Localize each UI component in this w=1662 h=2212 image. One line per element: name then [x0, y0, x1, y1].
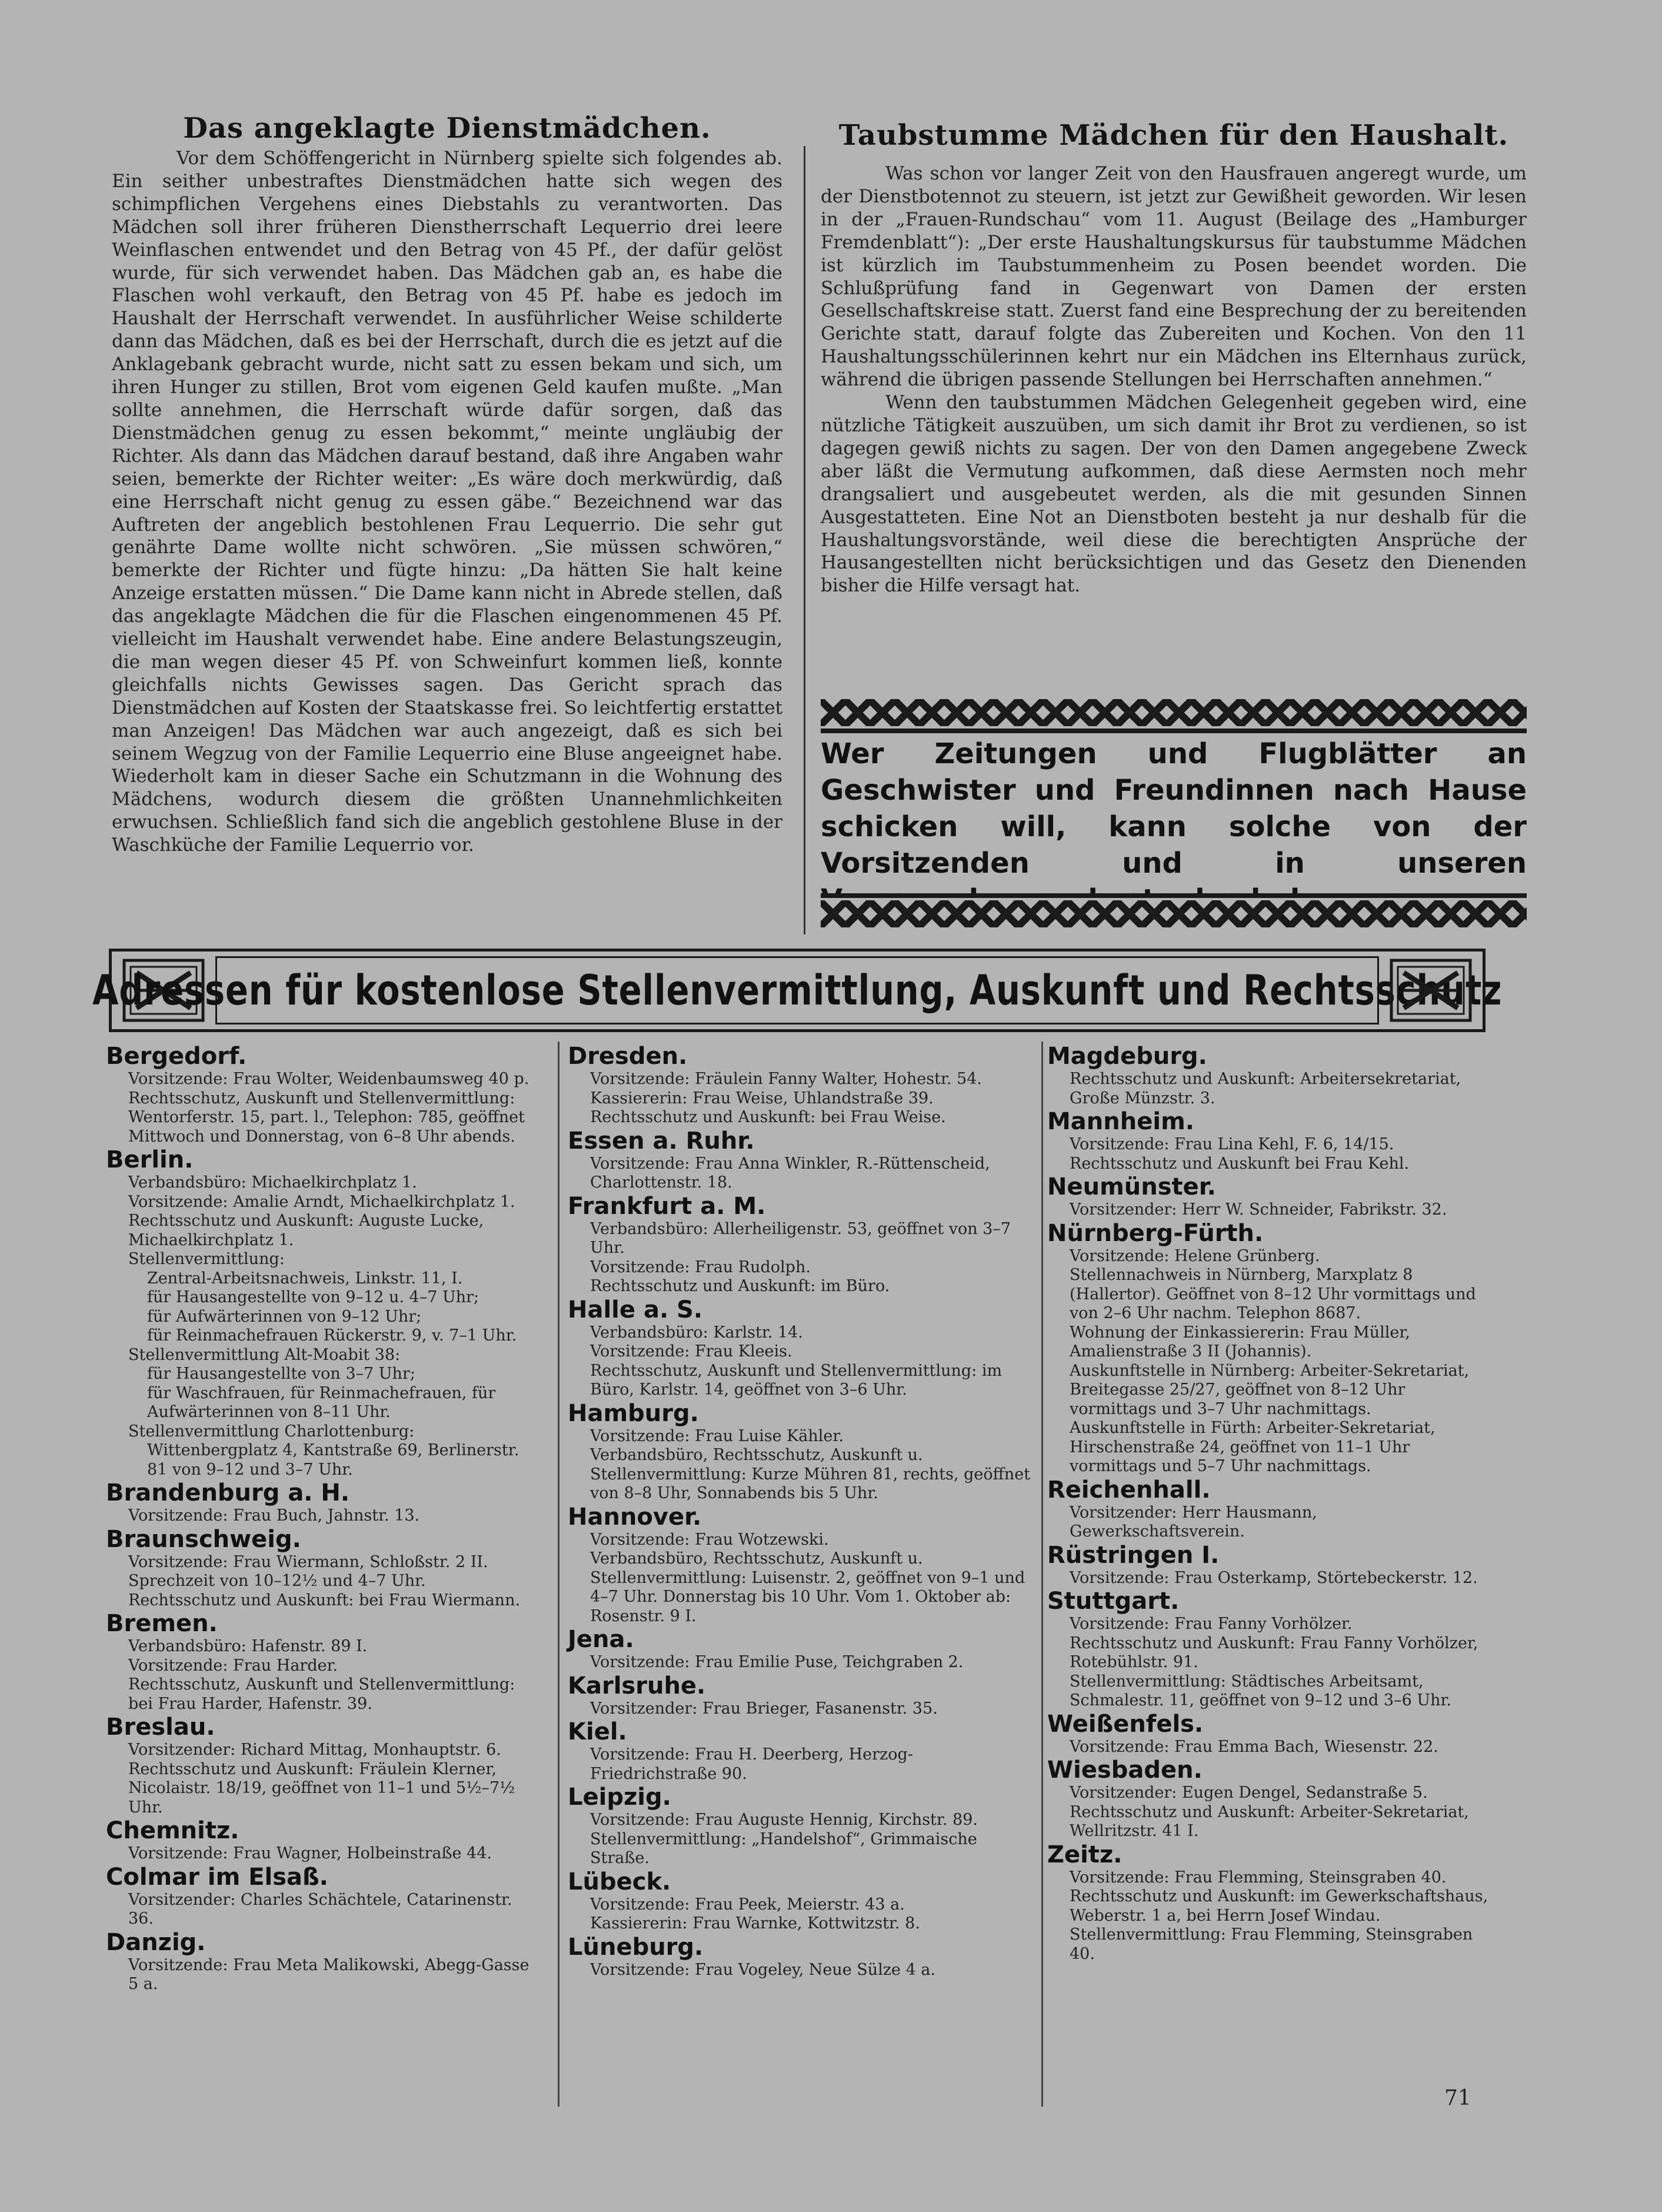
directory-entry: Vorsitzende: Frau Wolter, Weidenbaumsweg 40 p.: [128, 1070, 529, 1088]
directory-entry: Rechtsschutz und Auskunft: Auguste Lucke, Michaelkirchplatz 1.: [128, 1212, 484, 1249]
directory-column-2: [568, 1043, 1032, 1980]
directory-entry: Vorsitzende: Frau Peek, Meierstr. 43 a.: [590, 1895, 905, 1914]
banner-frame: [92, 956, 1503, 1024]
directory-entry: Vorsitzende: Frau Anna Winkler, R.-Rüttenscheid, Charlottenstr. 18.: [590, 1154, 990, 1192]
directory-entry: Rechtsschutz und Auskunft bei Frau Kehl.: [1070, 1154, 1410, 1173]
directory-banner: [92, 949, 1503, 1032]
city-heading: Mannheim.: [1047, 1108, 1194, 1135]
column-divider: [1041, 1042, 1043, 2107]
directory-entry: Verbandsbüro, Rechtsschutz, Auskunft u. Stellenvermittlung: Luisenstr. 2, geöffnet von 9–1 und 4–7 Uhr. Donnerstag bis 10 Uhr. Vom 1. Oktober ab: Rosenstr. 9 I.: [590, 1549, 1025, 1625]
banner-title: Adressen für kostenlose Stellenvermittlung, Auskunft und Rechtsschutz: [92, 966, 1503, 1014]
article-title-dienstmaedchen: Das angeklagte Dienstmädchen.: [183, 112, 711, 145]
directory-entry: Stellennachweis in Nürnberg, Marxplatz 8 (Hallertor). Geöffnet von 8–12 Uhr vormittags und von 2–6 Uhr nachm. Telephon 8687.: [1070, 1266, 1476, 1322]
directory-entry: Vorsitzende: Frau Wagner, Holbeinstraße 44.: [128, 1844, 492, 1862]
directory-entry: Verbandsbüro: Hafenstr. 89 I.: [128, 1637, 368, 1655]
directory-entry: Vorsitzende: Frau Fanny Vorhölzer.: [1070, 1615, 1353, 1633]
directory-entry: Vorsitzende: Frau Vogeley, Neue Sülze 4 a.: [590, 1960, 936, 1979]
city-heading: Zeitz.: [1047, 1841, 1123, 1868]
directory-entry: Vorsitzender: Frau Brieger, Fasanenstr. 35.: [590, 1699, 938, 1718]
article-paragraph: Was schon vor langer Zeit von den Hausfrauen angeregt wurde, um der Dienstbotennot zu steuern, ist jetzt zur Gewißheit geworden. Wir lesen in der „Frauen-Rundschau“ vom 11. August (Beilage des „Hamburger Fremdenblatt“): „Der erste Haushaltungskursus für taubstumme Mädchen ist kürzlich im Taubstummenheim zu Posen beendet worden. Die Schlußprüfung fand in Gegenwart von Damen der ersten Gesellschaftskreise statt. Zuerst fand eine Besprechung der zu bereitenden Gerichte statt, darauf folgte das Zubereiten und Kochen. Von den 11 Haushaltungsschülerinnen kehrt nur ein Mädchen ins Elternhaus zurück, während die übrigen passende Stellungen bei Herrschaften annehmen.“: [821, 163, 1527, 391]
directory-entry: Wohnung der Einkassiererin: Frau Müller, Amalienstraße 3 II (Johannis).: [1070, 1323, 1410, 1361]
ornament-band-bottom: [821, 893, 1527, 927]
directory-entry: Vorsitzende: Frau Meta Malikowski, Abegg-Gasse 5 a.: [128, 1955, 529, 1993]
directory-entry: Vorsitzende: Frau Emma Bach, Wiesenstr. 22.: [1070, 1737, 1438, 1756]
directory-entry: Rechtsschutz, Auskunft und Stellenvermittlung: im Büro, Karlstr. 14, geöffnet von 3–6 Uhr.: [590, 1361, 1002, 1399]
directory-entry: Vorsitzende: Frau Buch, Jahnstr. 13.: [128, 1506, 420, 1525]
directory-entry: Verbandsbüro: Michaelkirchplatz 1.: [128, 1173, 417, 1192]
directory-entry: für Aufwärterinnen von 9–12 Uhr;: [147, 1307, 422, 1326]
city-heading: Brandenburg a. H.: [106, 1479, 350, 1506]
directory-entry: Vorsitzende: Frau Luise Kähler.: [590, 1426, 844, 1445]
article-paragraph: Wenn den taubstummen Mädchen Gelegenheit gegeben wird, eine nützliche Tätigkeit auszuüben, um sich damit ihr Brot zu verdienen, so ist dagegen gewiß nichts zu sagen. Der von den Damen angegebene Zweck aber läßt die Vermutung aufkommen, daß diese Aermsten noch mehr drangsaliert und ausgebeutet werden, als die mit gesunden Sinnen Ausgestatteten. Eine Not an Dienstboten besteht ja nur deshalb für die Haushaltungsvorstände, weil diese die berechtigten Ansprüche der Hausangestellten nicht berücksichtigen und das Gesetz den Dienenden bisher die Hilfe versagt hat.: [821, 392, 1527, 597]
directory-entry: Stellenvermittlung: Städtisches Arbeitsamt, Schmalestr. 11, geöffnet von 9–12 und 3–6 Uhr.: [1070, 1672, 1452, 1709]
directory-entry: Vorsitzender: Charles Schächtele, Catarinenstr. 36.: [128, 1890, 512, 1928]
city-heading: Jena.: [568, 1626, 634, 1653]
directory-entry: Vorsitzender: Richard Mittag, Monhauptstr. 6.: [128, 1741, 501, 1759]
directory-entry: Vorsitzende: Frau Auguste Hennig, Kirchstr. 89.: [590, 1811, 978, 1829]
directory-entry: Rechtsschutz und Auskunft: Arbeitersekretariat, Große Münzstr. 3.: [1070, 1070, 1461, 1107]
city-heading: Magdeburg.: [1047, 1043, 1207, 1070]
city-heading: Karlsruhe.: [568, 1672, 706, 1699]
directory-entry: Vorsitzende: Frau Harder.: [128, 1656, 338, 1675]
directory-entry: Vorsitzende: Frau Lina Kehl, F. 6, 14/15.: [1070, 1135, 1394, 1153]
directory-entry: Rechtsschutz und Auskunft: im Büro.: [590, 1277, 890, 1295]
city-heading: Frankfurt a. M.: [568, 1192, 766, 1220]
directory-entry: Stellenvermittlung:: [128, 1250, 285, 1268]
directory-entry: Rechtsschutz, Auskunft und Stellenvermittlung: Wentorferstr. 15, part. l., Telephon: 785, geöffnet Mittwoch und Donnerstag, von 6–8 Uhr abends.: [128, 1089, 525, 1146]
directory-entry: Auskunftstelle in Nürnberg: Arbeiter-Sekretariat, Breitegasse 25/27, geöffnet von 8–12 Uhr vormittags und 3–7 Uhr nachmittags.: [1070, 1361, 1470, 1418]
city-heading: Bergedorf.: [106, 1043, 247, 1070]
directory-entry: Rechtsschutz und Auskunft: Arbeiter-Sekretariat, Wellritzstr. 41 I.: [1070, 1802, 1469, 1840]
directory-entry: Kassiererin: Frau Warnke, Kottwitzstr. 8.: [590, 1914, 920, 1932]
directory-column-3: [1047, 1043, 1494, 1964]
article-body-taubstumme: [821, 162, 1527, 597]
directory-entry: Stellenvermittlung: Frau Flemming, Steinsgraben 40.: [1070, 1925, 1473, 1963]
city-heading: Braunschweig.: [106, 1525, 301, 1553]
directory-entry: Vorsitzender: Eugen Dengel, Sedanstraße 5.: [1070, 1784, 1428, 1802]
directory-entry: Vorsitzende: Frau Wiermann, Schloßstr. 2 II. Sprechzeit von 10–12½ und 4–7 Uhr.: [128, 1552, 488, 1590]
directory-column-1: [106, 1043, 541, 1994]
directory-entry: Stellenvermittlung: „Handelshof“, Grimmaische Straße.: [590, 1830, 977, 1867]
city-heading: Hannover.: [568, 1503, 702, 1531]
city-heading: Lüneburg.: [568, 1933, 704, 1961]
directory-entry: Vorsitzende: Amalie Arndt, Michaelkirchplatz 1.: [128, 1192, 515, 1211]
directory-entry: Verbandsbüro: Allerheiligenstr. 53, geöffnet von 3–7 Uhr.: [590, 1219, 1011, 1257]
city-heading: Danzig.: [106, 1928, 206, 1956]
city-heading: Stuttgart.: [1047, 1588, 1180, 1615]
city-heading: Colmar im Elsaß.: [106, 1863, 328, 1891]
article-body-dienstmaedchen: [112, 147, 782, 857]
city-heading: Reichenhall.: [1047, 1476, 1211, 1504]
directory-entry: für Hausangestellte von 9–12 u. 4–7 Uhr;: [147, 1288, 479, 1306]
directory-entry: Vorsitzende: Frau Rudolph.: [590, 1258, 811, 1276]
notice-box: Wer Zeitungen und Flugblätter an Geschwister und Freundinnen nach Hause schicken will, kann solche von der Vorsitzenden und in unseren: [821, 737, 1527, 880]
directory-entry: Stellenvermittlung Charlottenburg:: [128, 1422, 415, 1441]
city-heading: Weißenfels.: [1047, 1710, 1204, 1738]
directory-entry: Vorsitzende: Helene Grünberg.: [1070, 1246, 1320, 1265]
directory-entry: Rechtsschutz und Auskunft: im Gewerkschaftshaus, Weberstr. 1 a, bei Herrn Josef Windau.: [1070, 1887, 1488, 1925]
city-heading: Wiesbaden.: [1047, 1757, 1203, 1784]
city-heading: Rüstringen I.: [1047, 1541, 1220, 1569]
directory-entry: Auskunftstelle in Fürth: Arbeiter-Sekretariat, Hirschenstraße 24, geöffnet von 11–1 Uhr vormittags und 5–7 Uhr nachmittags.: [1070, 1419, 1435, 1475]
directory-entry: Vorsitzende: Frau Flemming, Steinsgraben 40.: [1070, 1868, 1447, 1887]
directory-entry: Rechtsschutz, Auskunft und Stellenvermittlung: bei Frau Harder, Hafenstr. 39.: [128, 1675, 515, 1713]
directory-entry: Rechtsschutz und Auskunft: Fräulein Klerner, Nicolaistr. 18/19, geöffnet von 11–1 und 5½–7½ Uhr.: [128, 1759, 515, 1817]
city-heading: Dresden.: [568, 1043, 688, 1070]
directory-entry: Zentral-Arbeitsnachweis, Linkstr. 11, I.: [147, 1269, 463, 1288]
city-heading: Bremen.: [106, 1610, 218, 1637]
page-number: 71: [1444, 2086, 1471, 2110]
column-divider: [558, 1042, 559, 2107]
city-heading: Hamburg.: [568, 1399, 699, 1427]
directory-entry: Rechtsschutz und Auskunft: bei Frau Weise.: [590, 1108, 946, 1126]
city-heading: Breslau.: [106, 1714, 215, 1741]
city-heading: Chemnitz.: [106, 1817, 239, 1844]
directory-entry: Vorsitzende: Frau Osterkamp, Störtebeckerstr. 12.: [1070, 1568, 1478, 1587]
directory-entry: Vorsitzende: Frau Kleeis.: [590, 1342, 792, 1361]
city-heading: Kiel.: [568, 1718, 627, 1745]
city-heading: Berlin.: [106, 1146, 194, 1173]
city-heading: Halle a. S.: [568, 1296, 703, 1323]
ornament-band-top: [821, 699, 1527, 733]
directory-entry: Verbandsbüro: Karlstr. 14.: [590, 1323, 803, 1342]
column-divider: [804, 146, 805, 934]
ornament-emblem-icon: [1390, 959, 1472, 1022]
directory-entry: Vorsitzende: Frau Wotzewski.: [590, 1530, 829, 1549]
directory-entry: Verbandsbüro, Rechtsschutz, Auskunft u. Stellenvermittlung: Kurze Mühren 81, rechts, geöffnet von 8–8 Uhr, Sonnabends bis 5 Uhr.: [590, 1446, 1031, 1502]
directory-entry: Kassiererin: Frau Weise, Uhlandstraße 39.: [590, 1089, 934, 1107]
article-paragraph: Vor dem Schöffengericht in Nürnberg spielte sich folgendes ab. Ein seither unbestraftes Dienstmädchen hatte sich wegen des schimpflichen Vergehens eines Diebstahls zu verantworten. Das Mädchen soll ihrer früheren Dienstherrschaft Lequerrio drei leere Weinflaschen entwendet und den Betrag von 45 Pf., der dafür gelöst wurde, für sich verwendet haben. Das Mädchen gab an, es habe die Flaschen wohl verkauft, den Betrag von 45 Pf. habe es jedoch im Haushalt der Herrschaft verwendet. In ausführlicher Weise schilderte dann das Mädchen, daß es bei der Herrschaft, durch die es jetzt auf die Anklagebank gebracht wurde, nicht satt zu essen bekam und sich, um ihren Hunger zu stillen, Brot vom eigenen Geld kaufen mußte. „Man sollte annehmen, die Herrschaft würde dafür sorgen, daß das Dienstmädchen genug zu essen bekommt,“ meinte ungläubig der Richter. Als dann das Mädchen darauf bestand, daß ihre Angaben wahr seien, bemerkte der Richter weiter: „Es wäre doch merkwürdig, daß eine Herrschaft nicht genug zu essen gäbe.“ Bezeichnend war das Auftreten der angeblich bestohlenen Frau Lequerrio. Die sehr gut genährte Dame wollte nicht schwören. „Sie müssen schwören,“ bemerkte der Richter und fügte hinzu: „Da hätten Sie halt keine Anzeige erstatten müssen.“ Die Dame kann nicht in Abrede stellen, daß das angeklagte Mädchen die für die Flaschen eingenommenen 45 Pf. vielleicht im Haushalt verwendet habe. Eine andere Belastungszeugin, die man wegen dieser 45 Pf. von Schweinfurt kommen ließ, konnte gleichfalls nichts Gewisses sagen. Das Gericht sprach das Dienstmädchen auf Kosten der Staatskasse frei. So leichtfertig erstattet man Anzeigen! Das Mädchen war auch angezeigt, daß es sich bei seinem Wegzug von der Familie Lequerrio eine Bluse angeeignet habe. Wiederholt kam in dieser Sache ein Schutzmann in die Wohnung des Mädchens, wodurch diesem die größten Unannehmlichkeiten erwuchsen. Schließlich fand sich die angeblich gestohlene Bluse in der Waschküche der Familie Lequerrio vor.: [112, 148, 782, 856]
city-heading: Lübeck.: [568, 1868, 671, 1895]
city-heading: Essen a. Ruhr.: [568, 1127, 755, 1155]
directory-entry: Vorsitzender: Herr W. Schneider, Fabrikstr. 32.: [1070, 1200, 1447, 1219]
directory-entry: Rechtsschutz und Auskunft: Frau Fanny Vorhölzer, Rotebühlstr. 91.: [1070, 1634, 1478, 1671]
directory-entry: Vorsitzende: Fräulein Fanny Walter, Hohestr. 54.: [590, 1070, 982, 1088]
city-heading: Nürnberg-Fürth.: [1047, 1219, 1264, 1247]
directory-entry: Stellenvermittlung Alt-Moabit 38:: [128, 1345, 401, 1364]
city-heading: Leipzig.: [568, 1784, 671, 1811]
directory-entry: für Hausangestellte von 3–7 Uhr;: [147, 1365, 415, 1383]
directory-entry: Vorsitzende: Frau Emilie Puse, Teichgraben 2.: [590, 1653, 964, 1671]
city-heading: Neumünster.: [1047, 1173, 1216, 1200]
directory-entry: Vorsitzender: Herr Hausmann, Gewerkschaftsverein.: [1070, 1503, 1317, 1541]
article-title-taubstumme: Taubstumme Mädchen für den Haushalt.: [838, 119, 1509, 152]
directory-entry: für Reinmachefrauen Rückerstr. 9, v. 7–1 Uhr.: [147, 1326, 517, 1345]
directory-entry: Vorsitzende: Frau H. Deerberg, Herzog-Friedrichstraße 90.: [590, 1745, 913, 1783]
directory-entry: Wittenbergplatz 4, Kantstraße 69, Berlinerstr. 81 von 9–12 und 3–7 Uhr.: [147, 1441, 519, 1479]
directory-entry: für Waschfrauen, für Reinmachefrauen, für Aufwärterinnen von 8–11 Uhr.: [147, 1383, 496, 1421]
directory-entry: Rechtsschutz und Auskunft: bei Frau Wiermann.: [128, 1591, 521, 1609]
